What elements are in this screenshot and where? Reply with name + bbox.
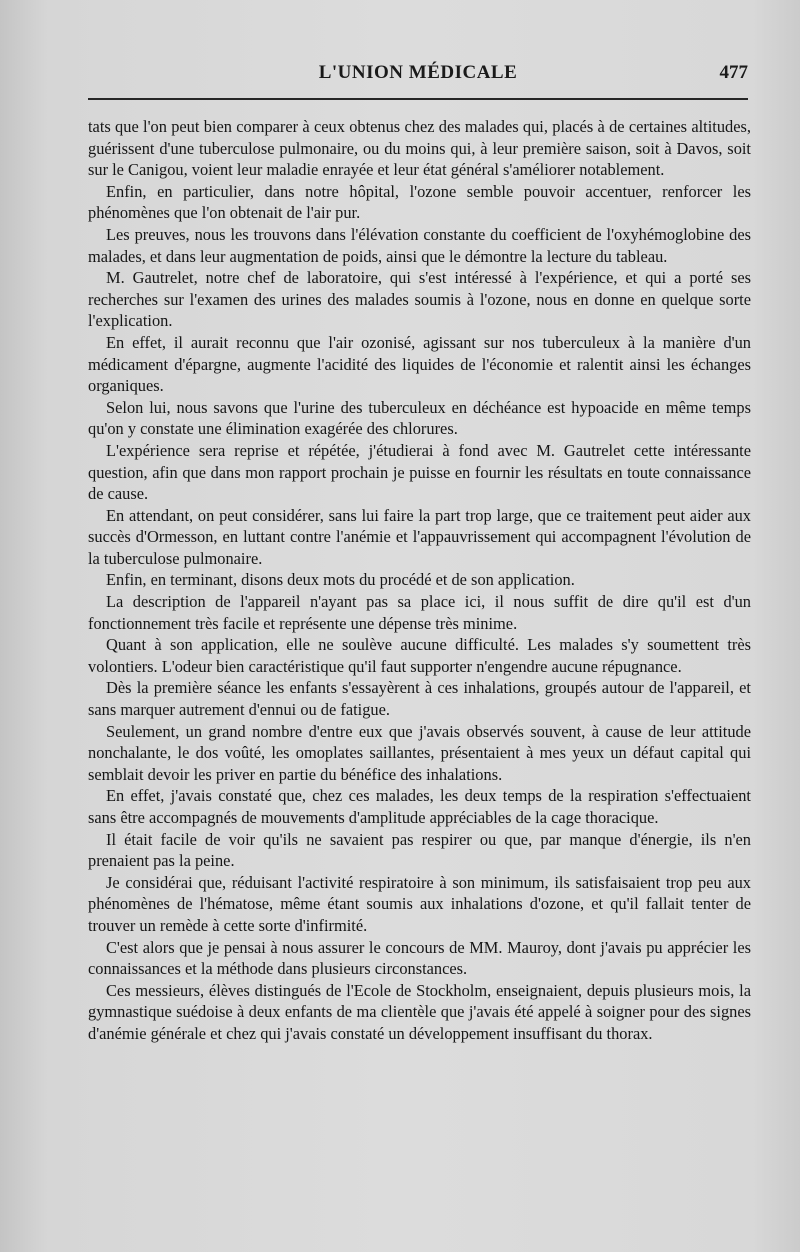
paragraph-18: Ces messieurs, élèves distingués de l'Ecole de Stockholm, enseignaient, depuis plusieurs mois, la gymnastique suédoise à deux enfants de ma clientèle que j'avais été appelé à soigner pour des signes d'anémie générale et chez qui j'avais constaté un développement insuffisant du thorax. [88,980,751,1043]
paragraph-17: C'est alors que je pensai à nous assurer le concours de MM. Mauroy, dont j'avais pu apprécier les connaissances et la méthode dans plusieurs circonstances. [88,937,751,979]
paragraph-12: Dès la première séance les enfants s'essayèrent à ces inhalations, groupés autour de l'appareil, et sans marquer autrement d'ennui ou de fatigue. [88,678,751,720]
paragraph-3: Les preuves, nous les trouvons dans l'élévation constante du coefficient de l'oxyhémoglobine des malades, et dans leur augmentation de poids, ainsi que le démontre la lecture du tableau. [88,224,751,266]
paragraph-10: La description de l'appareil n'ayant pas sa place ici, il nous suffit de dire qu'il est d'un fonctionnement très facile et représente une dépense très minime. [88,592,751,633]
page-number: 477 [719,62,748,83]
running-title: L'UNION MÉDICALE [318,62,518,83]
paragraph-7: L'expérience sera reprise et répétée, j'étudierai à fond avec M. Gautrelet cette intéressante question, afin que dans mon rapport prochain je puisse en fournir les résultats en toute connaissance de cause. [88,440,751,504]
paragraph-15: Il était facile de voir qu'ils ne savaient pas respirer ou que, par manque d'énergie, ils n'en prenaient pas la peine. [88,829,751,871]
paragraph-6: Selon lui, nous savons que l'urine des tuberculeux en déchéance est hypoacide en même temps qu'on y constate une élimination exagérée des chlorures. [88,397,751,439]
header-rule [88,98,748,100]
paragraph-13: Seulement, un grand nombre d'entre eux que j'avais observés souvent, à cause de leur attitude nonchalante, le dos voûté, les omoplates saillantes, présentaient à mes yeux un défaut capital qui semblait devoir les priver en partie du bénéfice des inhalations. [88,721,751,784]
paragraph-2: Enfin, en particulier, dans notre hôpital, l'ozone semble pouvoir accentuer, renforcer les phénomènes que l'on obtenait de l'air pur. [88,181,751,223]
paragraph-16: Je considérai que, réduisant l'activité respiratoire à son minimum, ils satisfaisaient trop peu aux phénomènes de l'hématose, même étant soumis aux inhalations d'ozone, et qu'il fallait tenter de trouver un remède à cette sorte d'infirmité. [88,872,751,935]
paragraph-8: En attendant, on peut considérer, sans lui faire la part trop large, que ce traitement peut aider aux succès d'Ormesson, en luttant contre l'anémie et l'appauvrissement qui accompagnent l'évolution de la tuberculose pulmonaire. [88,505,751,568]
paragraph-11: Quant à son application, elle ne soulève aucune difficulté. Les malades s'y soumettent très volontiers. L'odeur bien caractéristique qu'il faut supporter n'engendre aucune répugnance. [88,635,751,676]
paragraph-1: tats que l'on peut bien comparer à ceux obtenus chez des malades qui, placés à de certaines altitudes, guérissent d'une tuberculose pulmonaire, ou du moins qui, à leur première saison, soit à Davos, soit sur le Canigou, voient leur maladie enrayée et leur état général s'améliorer notablement. [88,117,751,180]
paragraph-5: En effet, il aurait reconnu que l'air ozonisé, agissant sur nos tuberculeux à la manière d'un médicament d'épargne, augmente l'acidité des liquides de l'économie et ralentit ainsi les échanges organiques. [88,332,751,396]
paragraph-14: En effet, j'avais constaté que, chez ces malades, les deux temps de la respiration s'effectuaient sans être accompagnés de mouvements d'amplitude appréciables de la cage thoracique. [88,786,751,827]
page-header [88,62,748,92]
paragraph-4: M. Gautrelet, notre chef de laboratoire, qui s'est intéressé à l'expérience, et qui a porté ses recherches sur l'examen des urines des malades soumis à l'ozone, nous en donne en quelque sorte l'explication. [88,268,751,331]
paragraph-9: Enfin, en terminant, disons deux mots du procédé et de son application. [106,570,575,590]
body-text [88,116,751,1045]
